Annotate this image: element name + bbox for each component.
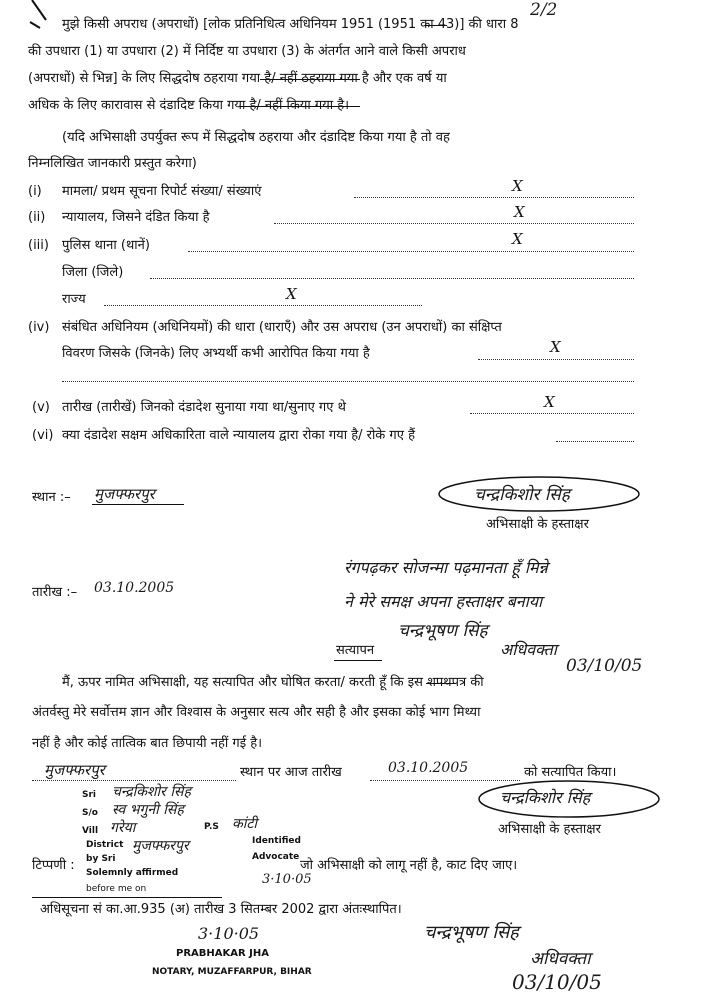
fill-line [274, 223, 634, 224]
deponent-signature: चन्द्रकिशोर सिंह [500, 788, 591, 807]
corner-mark-icon [28, 0, 50, 38]
stamp-ps-value: कांटी [232, 816, 258, 832]
stamp-solemnly: Solemnly affirmed [86, 868, 179, 878]
verification-place: मुजफ्फरपुर [44, 761, 105, 779]
item-num: (iv) [28, 320, 50, 335]
item-label: न्यायालय, जिसने दंडित किया है [62, 210, 210, 225]
fill-line [150, 278, 634, 279]
advocate-sign-title: अधिवक्ता [530, 949, 591, 969]
item-num: (ii) [28, 210, 46, 225]
stamp-vill-value: गरेया [110, 820, 136, 836]
para1-line3: (अपराधों) से भिन्न] के लिए सिद्धदोष ठहराया गया है/ नहीं ठहराया गया है और एक वर्ष या [28, 71, 447, 86]
notary-title: NOTARY, MUZAFFARPUR, BIHAR [152, 967, 312, 977]
footer-notification: अधिसूचना सं का.आ.935 (अ) तारीख 3 सितम्बर 2002 द्वारा अंतःस्थापित। [40, 902, 402, 917]
strike-line [426, 683, 456, 684]
place-label: स्थान :– [32, 490, 71, 505]
handwritten-note-line4: अधिवक्ता [500, 640, 557, 659]
stamp-by-sri: by Sri [86, 854, 116, 864]
signature-caption: अभिसाक्षी के हस्ताक्षर [486, 517, 589, 532]
fill-line [32, 780, 236, 781]
item-num: (iii) [28, 238, 49, 253]
note-label: टिप्पणी : [32, 858, 75, 873]
item-num: (v) [32, 400, 50, 415]
item-num: (vi) [32, 428, 54, 443]
handwritten-note-line1: रंगपढ़कर सोजन्मा पढ़मानता हूँ मिन्ने [344, 558, 548, 577]
item-label: पुलिस थाना (थानें) [62, 238, 150, 253]
item-iv-line1: संबंधित अधिनियम (अधिनियमों) की धारा (धाराएँ) और उस अपराध (उन अपराधों) का संक्षिप्त [62, 320, 502, 335]
stamp-vill: Vill [82, 826, 99, 836]
item-label: तारीख (तारीखें) जिनको दंडादेश सुनाया गया था/सुनाए गए थे [62, 400, 346, 415]
item-num: (i) [28, 184, 42, 199]
notary-sign-date: 3·10·05 [198, 924, 260, 943]
verification-date: 03.10.2005 [388, 760, 469, 776]
fill-line [104, 305, 422, 306]
place-value: मुजफ्फरपुर [94, 485, 155, 503]
item-label: राज्य [62, 292, 86, 307]
item-label: क्या दंडादेश सक्षम अधिकारिता वाले न्यायालय द्वारा रोका गया है/ रोके गए हैं [62, 428, 415, 443]
strike-line [425, 25, 447, 26]
heading-underline [334, 660, 382, 661]
fill-line [188, 251, 634, 252]
strike-line [260, 79, 360, 80]
stamp-slo-value: स्व भगुनी सिंह [112, 802, 184, 818]
stamp-identified: Identified [252, 836, 301, 846]
stamp-sri-value: चन्द्रकिशोर सिंह [112, 784, 191, 800]
notary-name: PRABHAKAR JHA [176, 948, 269, 959]
stamp-ps: P.S [204, 822, 219, 832]
item-iv-line2: विवरण जिसके (जिनके) लिए अभ्यर्थी कभी आरोपित किया गया है [62, 346, 370, 361]
stamp-district-value: मुजफ्फरपुर [132, 838, 189, 854]
fill-line [556, 441, 634, 442]
advocate-sign-date: 03/10/05 [512, 970, 602, 994]
verification-line3: नहीं है और कोई तात्विक बात छिपायी नहीं गई है। [32, 736, 263, 751]
handwritten-note-line3: चन्द्रभूषण सिंह [398, 621, 488, 641]
para2-line2: निम्नलिखित जानकारी प्रस्तुत करेगा) [28, 156, 197, 171]
underline [92, 504, 184, 505]
item-label: मामला/ प्रथम सूचना रिपोर्ट संख्या/ संख्याएं [62, 184, 262, 199]
page-number: 2/2 [530, 0, 558, 20]
date-value: 03.10.2005 [94, 580, 175, 596]
stamp-advocate: Advocate [252, 852, 300, 862]
stamp-sri: Sri [82, 790, 97, 800]
item-mark: X [544, 393, 555, 411]
verification-line1: मैं, ऊपर नामित अभिसाक्षी, यह सत्यापित और घोषित करता/ करती हूँ कि इस शपथपत्र की [62, 675, 484, 690]
verification-mid-text: स्थान पर आज तारीख [240, 765, 342, 780]
item-mark: X [512, 230, 523, 248]
item-mark: X [550, 338, 561, 356]
verification-line2: अंतर्वस्तु मेरे सर्वोत्तम ज्ञान और विश्वास के अनुसार सत्य और सही है और इसका कोई भाग मिथ्या [32, 705, 481, 720]
advocate-sign-name: चन्द्रभूषण सिंह [424, 922, 519, 943]
verification-heading: सत्यापन [336, 643, 375, 658]
para1-line1: मुझे किसी अपराध (अपराधों) [लोक प्रतिनिधित्व अधिनियम 1951 (1951 का 43)] की धारा 8 [62, 17, 519, 32]
fill-line [62, 381, 634, 382]
stamp-slo: S/o [82, 808, 98, 818]
item-mark: X [512, 177, 523, 195]
para2-line1: (यदि अभिसाक्षी उपर्युक्त रूप में सिद्धदोष ठहराया और दंडादिष्ट किया गया है तो वह [62, 130, 450, 145]
fill-line [478, 359, 634, 360]
identification-stamp [82, 786, 312, 896]
fill-line [354, 197, 634, 198]
stamp-before: before me on [86, 884, 147, 894]
para1-line2: की उपधारा (1) या उपधारा (2) में निर्दिष्ट या उपधारा (3) के अंतर्गत आने वाले किसी अपराध [28, 44, 466, 59]
footer-rule [32, 897, 222, 898]
stamp-district: District [86, 840, 124, 850]
date-label: तारीख :– [32, 585, 78, 600]
handwritten-note-line2: ने मेरे समक्ष अपना हस्ताक्षर बनाया [344, 592, 543, 611]
item-mark: X [514, 203, 525, 221]
stamp-date-value: 3·10·05 [262, 872, 312, 887]
note-text: जो अभिसाक्षी को लागू नहीं है, काट दिए जाए। [300, 858, 518, 873]
item-label: जिला (जिले) [62, 265, 124, 280]
strike-line [240, 106, 360, 107]
fill-line [470, 413, 634, 414]
deponent-signature: चन्द्रकिशोर सिंह [474, 485, 570, 505]
para1-line4: अधिक के लिए कारावास से दंडादिष्ट किया गया है/ नहीं किया गया है। [28, 98, 350, 113]
item-mark: X [286, 285, 297, 303]
signature-caption: अभिसाक्षी के हस्ताक्षर [498, 822, 601, 837]
verification-end-text: को सत्यापित किया। [524, 765, 617, 780]
handwritten-note-line5: 03/10/05 [566, 656, 643, 676]
